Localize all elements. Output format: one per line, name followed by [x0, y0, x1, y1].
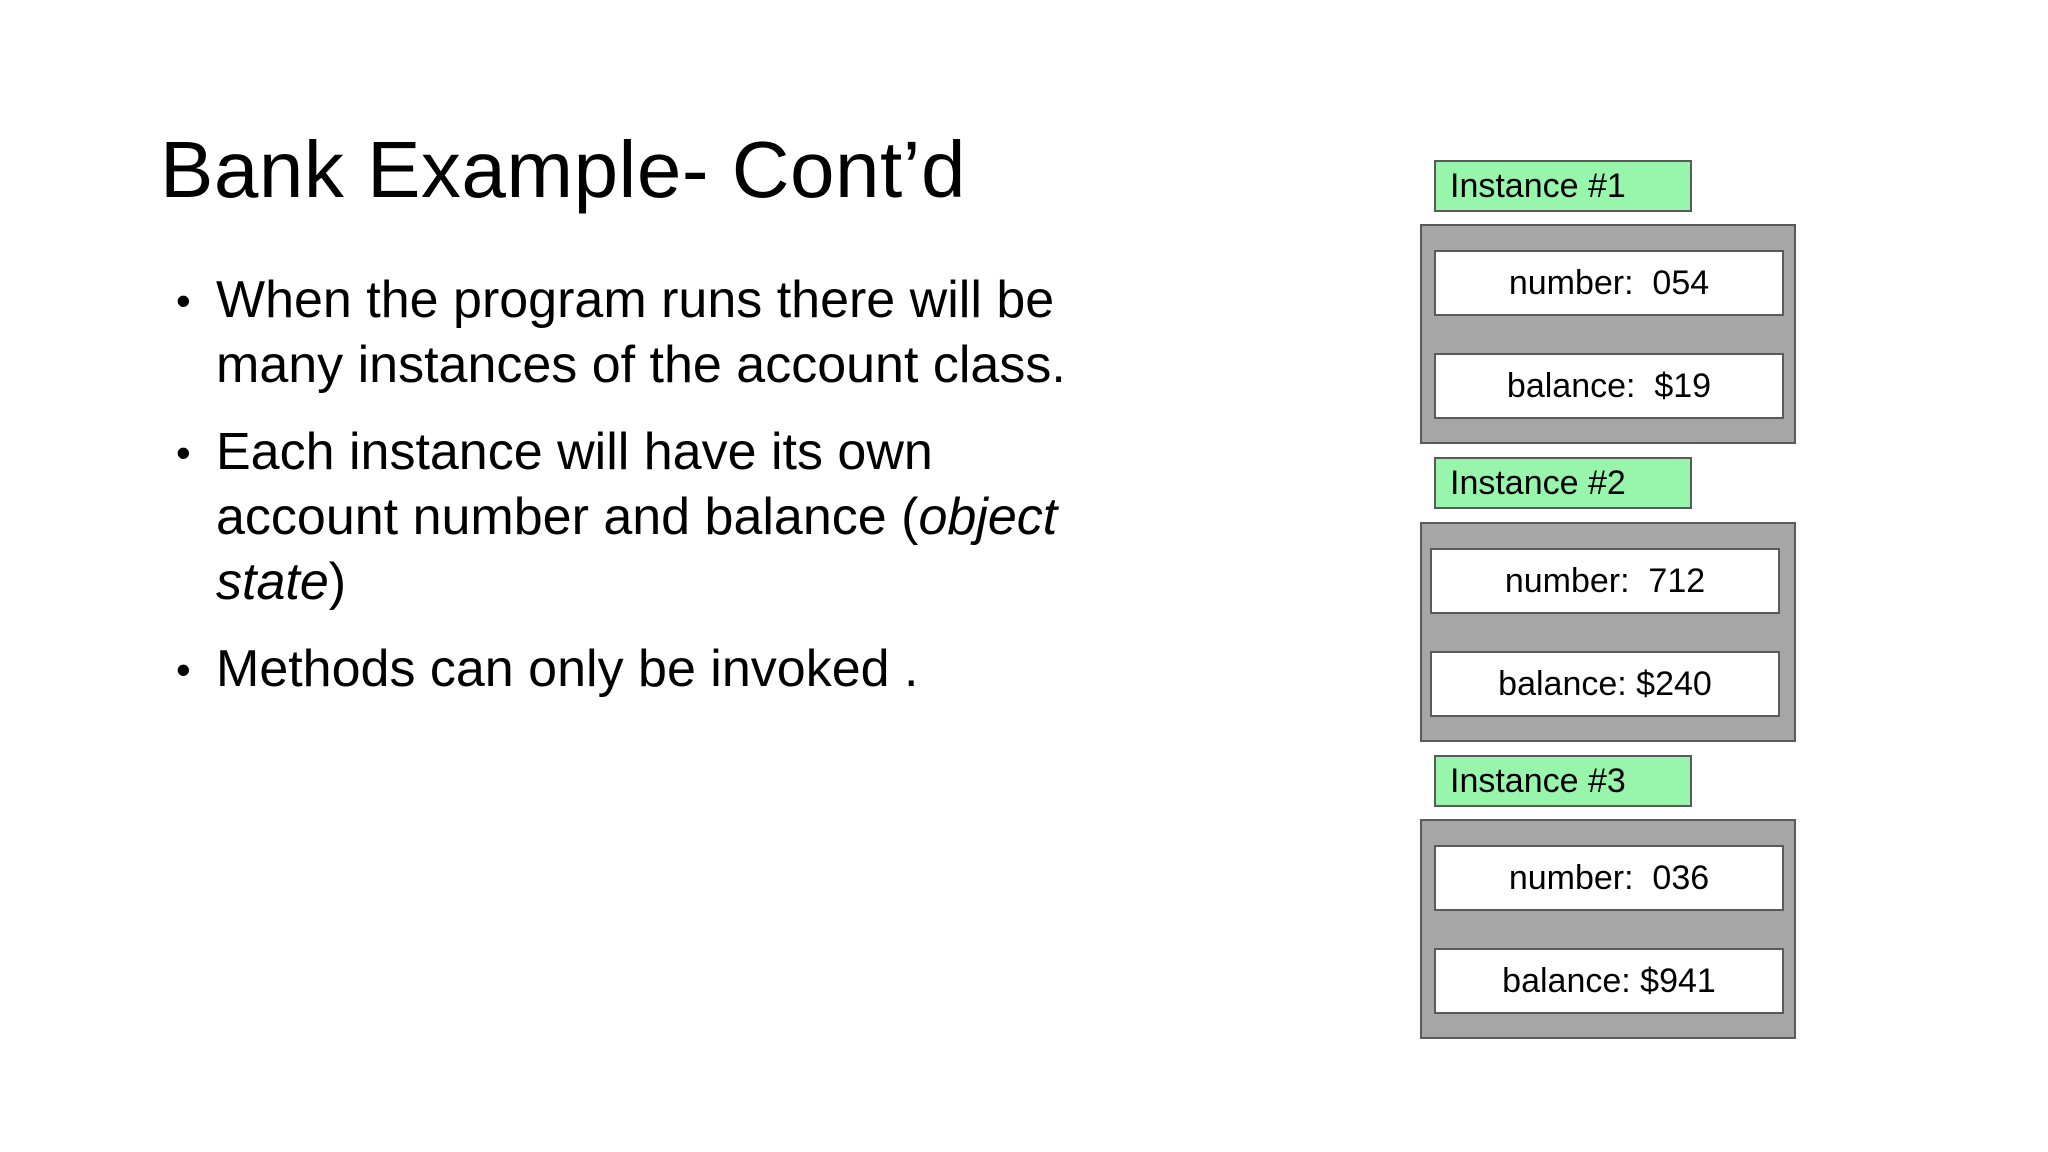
account-balance-field: balance: $240: [1430, 651, 1780, 717]
instance-box-3: [1420, 819, 1796, 1039]
bullet-text: Each instance will have its own account number and balance (: [216, 423, 933, 546]
bullet-item: [176, 420, 1076, 615]
account-number-field: number: 036: [1434, 845, 1784, 911]
instance-box-1: [1420, 224, 1796, 444]
bullet-list: [176, 268, 1076, 724]
bullet-text: When the program runs there will be many instances of the account class.: [216, 271, 1066, 394]
slide-title: Bank Example- Cont’d: [160, 125, 966, 214]
instance-box-2: [1420, 522, 1796, 742]
bullet-dot: •: [176, 277, 191, 324]
bullet-dot: •: [176, 429, 191, 476]
bullet-item: [176, 268, 1076, 398]
account-number-field: number: 712: [1430, 548, 1780, 614]
instance-label-3: Instance #3: [1434, 755, 1692, 807]
account-balance-field: balance: $941: [1434, 948, 1784, 1014]
bullet-emphasis: object state: [216, 488, 1058, 611]
bullet-text: Methods can only be invoked .: [216, 640, 919, 698]
instance-label-2: Instance #2: [1434, 457, 1692, 509]
bullet-text-end: ): [328, 553, 347, 611]
instance-label-1: Instance #1: [1434, 160, 1692, 212]
account-balance-field: balance: $19: [1434, 353, 1784, 419]
account-number-field: number: 054: [1434, 250, 1784, 316]
bullet-dot: •: [176, 646, 191, 693]
bullet-item: [176, 637, 1076, 702]
